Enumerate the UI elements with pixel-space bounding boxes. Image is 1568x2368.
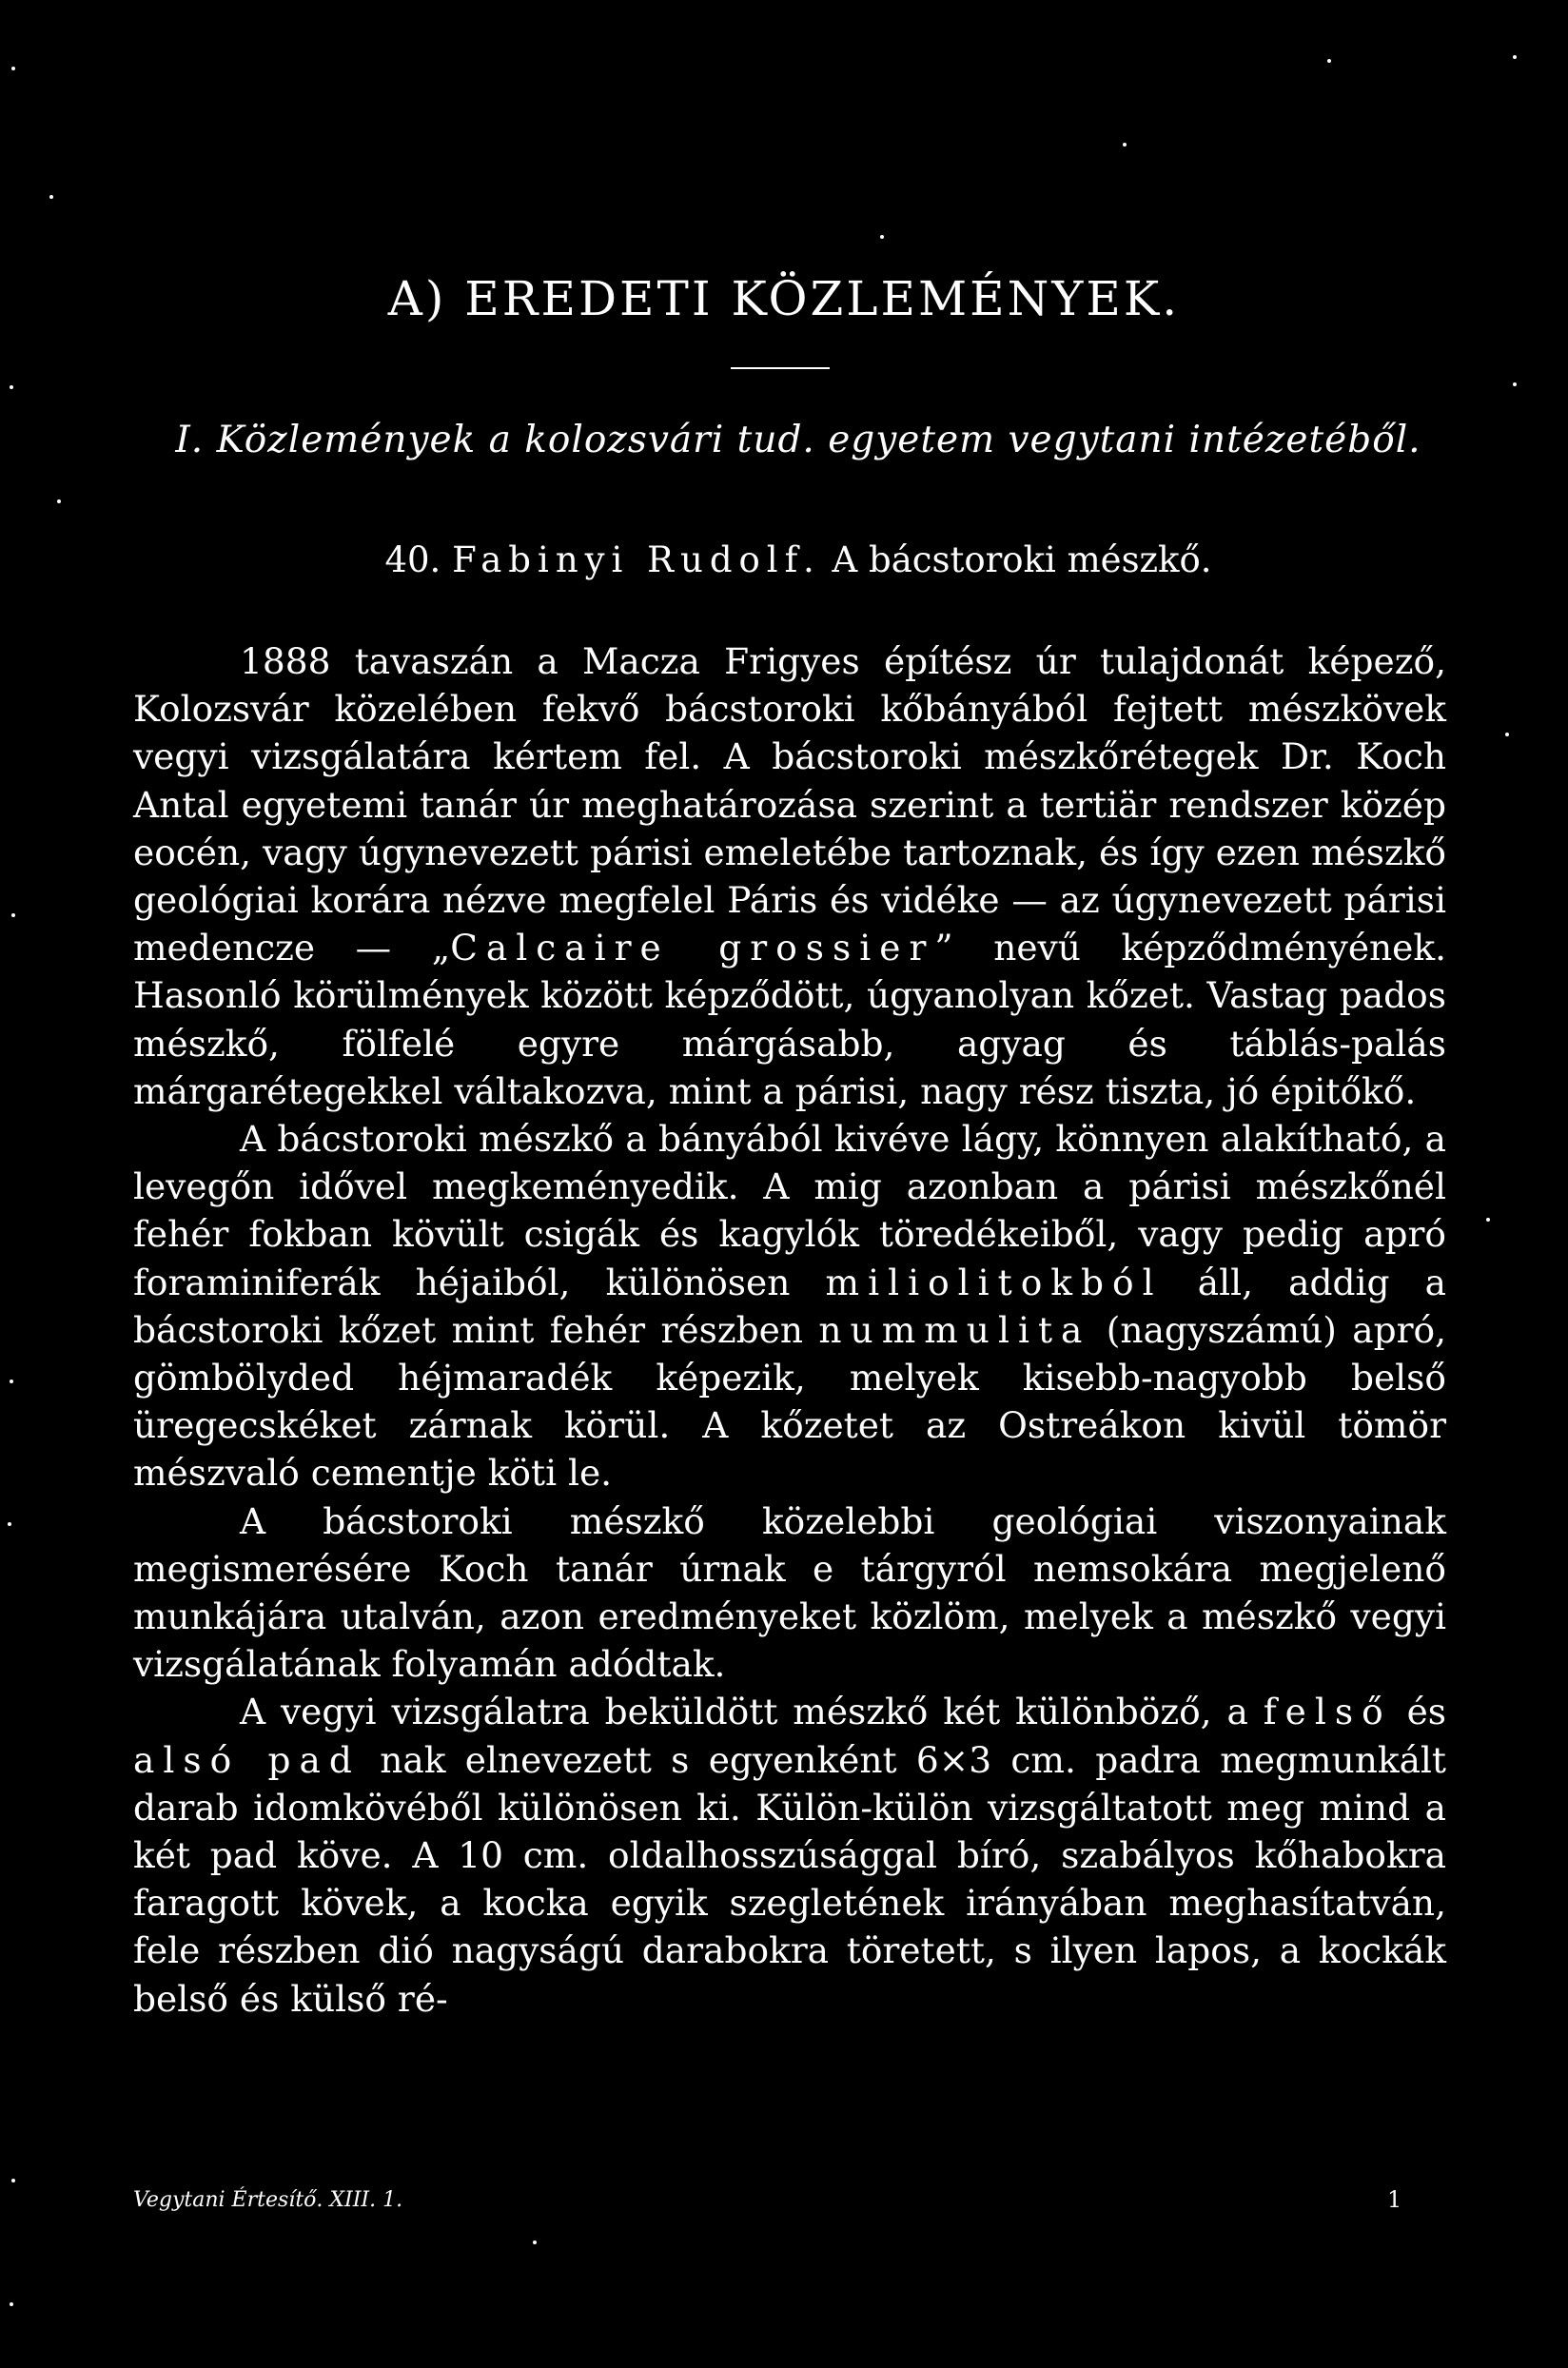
section-heading: A) EREDETI KÖZLEMÉNYEK.: [387, 271, 1181, 326]
p2-text-mid: áll, addig a bácstoroki kőzet mint fehér részben: [133, 1261, 1447, 1351]
subsection-heading: I. Közlemények a kolozsvári tud. egyetem vegytani intézetéből.: [175, 419, 1421, 461]
p4-emphasis-1: felső: [1263, 1691, 1392, 1733]
scan-speck: [11, 67, 15, 70]
article-author: Fabinyi Rudolf.: [452, 539, 821, 580]
scan-speck: [49, 195, 53, 199]
p1-text: 1888 tavaszán a Macza Frigyes építész úr tulajdonát képező, Kolozsvár közelében fekvő bácstoroki kőbányából fejtett mészkövek vegyi vizsgálatára kértem fel. A bácstoroki mészkőrétegek Dr. Koch Antal egyetemi tanár úr meghatározása szerint a tertiär rendszer közép eocén, vagy úgynevezett párisi emeletébe tartoznak, és így ezen mészkő geológiai korára nézve megfelel Páris és vidéke — az úgynevezett párisi medencze — „: [133, 640, 1446, 969]
p4-text: A vegyi vizsgálatra beküldött mészkő két különböző, a: [240, 1691, 1264, 1733]
scan-speck: [1513, 55, 1517, 59]
scan-speck: [8, 1522, 11, 1526]
p4-text-end: nak elnevezett s egyenként 6×3 cm. padra megmunkált darab idomkövéből különösen ki. Külön-külön vizsgáltatott meg mind a két pad köve. A 10 cm. oldalhosszúsággal bíró, szabályos kőhabokra faragott kövek, a kocka egyik szegletének irányában meghasítatván, fele részben dió nagyságú darabokra töretett, s ilyen lapos, a kockák belső és külső ré-: [133, 1738, 1446, 2020]
p1-emphasis: Calcaire grossier: [450, 927, 935, 969]
scan-speck: [1123, 143, 1127, 147]
p4-emphasis-2: alsó pad: [133, 1738, 361, 1781]
paragraph-2: [133, 1115, 1446, 1497]
paragraph-4: [133, 1688, 1446, 2022]
p2-text-end: (nagyszámú) apró, gömbölyded héjmaradék képezik, melyek kisebb-nagyobb belső üregecskéket zárnak körül. A kőzetet az Ostreákon kivül tömör mészvaló cementje köti le.: [133, 1308, 1447, 1495]
scan-speck: [10, 2302, 13, 2306]
p4-text-mid: és: [1391, 1691, 1446, 1733]
article-body: [133, 637, 1446, 2023]
scan-speck: [10, 1380, 13, 1383]
article-number: 40.: [384, 539, 441, 580]
scan-speck: [11, 913, 15, 917]
scan-speck: [11, 2179, 15, 2182]
p2-text: A bácstoroki mészkő a bányából kivéve lágy, könnyen alakítható, a levegőn idővel megkeményedik. A mig azonban a párisi mészkőnél fehér fokban kövült csigák és kagylók töredékeiből, vagy pedig apró foraminiferák héjaiból, különösen: [133, 1118, 1446, 1303]
paragraph-1: [133, 637, 1446, 1115]
scan-speck: [1486, 1218, 1490, 1222]
scan-speck: [533, 2241, 537, 2244]
scan-speck: [1513, 382, 1517, 386]
paragraph-3: A bácstoroki mészkő közelebbi geológiai viszonyainak megismerésére Koch tanár úrnak e tárgyról nemsokára megjelenő munkájára utalván, azon eredményeket közlöm, melyek a mészkő vegyi vizsgálatának folyamán adódtak.: [133, 1499, 1446, 1686]
scan-speck: [1505, 733, 1509, 736]
scan-speck: [880, 235, 884, 239]
article-title: [156, 539, 1441, 580]
scan-speck: [1327, 59, 1331, 63]
scan-speck: [10, 385, 13, 389]
page-number: 1: [1387, 2186, 1402, 2213]
p1-text-end: ” nevű képződményének. Hasonló körülmények között képződött, úgyanolyan kőzet. Vastag pados mészkő, fölfelé egyre márgásabb, agyag és táblás-palás márgarétegekkel váltakozva, mint a párisi, nagy rész tiszta, jó épitőkő.: [133, 927, 1446, 1112]
heading-divider: [731, 367, 830, 369]
p2-emphasis-2: nummulita: [818, 1308, 1091, 1351]
scan-speck: [57, 499, 61, 503]
footer-source: Vegytani Értesítő. XIII. 1.: [133, 2188, 403, 2212]
article-title-text: A bácstoroki mészkő.: [832, 539, 1212, 580]
p2-emphasis-1: miliolitokból: [825, 1261, 1163, 1303]
